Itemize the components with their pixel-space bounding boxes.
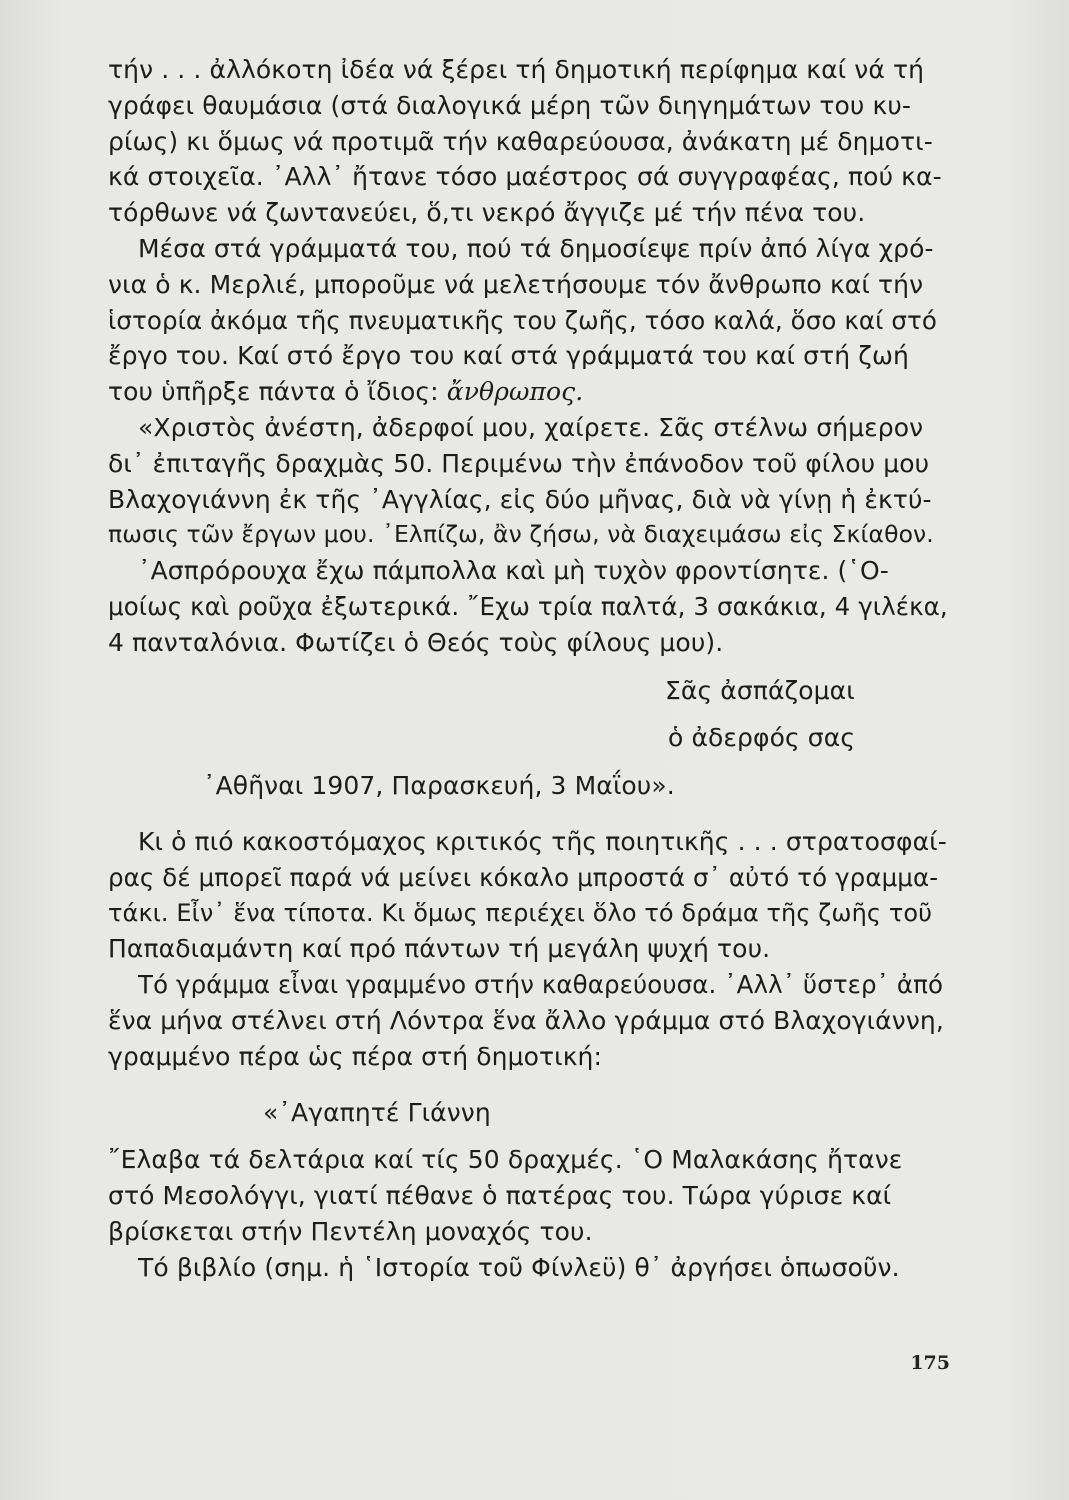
text-line: βρίσκεται στήν Πεντέλη μοναχός του.	[108, 1216, 593, 1246]
text-line: ρας δέ μπορεῖ παρά νά μείνει κόκαλο μπροστά σ᾿ αὐτό τό γραμμα-	[108, 862, 939, 892]
text-line: τόρθωνε νά ζωντανεύει, ὅ,τι νεκρό ἄγγιζε μέ τήν πένα του.	[108, 198, 866, 228]
text-line: ἔργο του. Καί στό ἔργο του καί στά γράμματά του καί στή ζωή	[108, 341, 909, 371]
text-span: του ὑπῆρξε πάντα ὁ ἴδιος:	[108, 377, 447, 407]
text-line: πωσις τῶν ἔργων μου. ᾿Ελπίζω, ἂν ζήσω, νὰ διαχειμάσω εἰς Σκίαθον.	[108, 520, 934, 549]
paragraph-letters	[108, 231, 948, 410]
text-line: ἱστορία ἀκόμα τῆς πνευματικῆς του ζωῆς, τόσο καλά, ὅσο καί στό	[108, 305, 937, 335]
text-line: ῎Ελαβα τά δελτάρια καί τίς 50 δραχμές. ῾Ο Μαλακάσης ἤτανε	[108, 1145, 903, 1175]
text-line: Κι ὁ πιό κακοστόμαχος κριτικός τῆς ποιητικῆς . . . στρατοσφαί-	[138, 826, 947, 856]
text-line: κά στοιχεῖα. ᾿Αλλ᾿ ἤτανε τόσο μαέστρος σά συγγραφέας, πού κα-	[108, 162, 942, 192]
page-body	[108, 52, 948, 1286]
letter-signoff: Σᾶς ἀσπάζομαι	[665, 675, 855, 705]
text-line: Παπαδιαμάντη καί πρό πάντων τή μεγάλη ψυχή του.	[108, 934, 771, 964]
text-line: στό Μεσολόγγι, γιατί πέθανε ὁ πατέρας του. Τώρα γύρισε καί	[108, 1181, 892, 1211]
text-line: γραμμένο πέρα ὡς πέρα στή δημοτική:	[108, 1041, 602, 1071]
text-line: τήν . . . ἀλλόκοτη ἰδέα νά ξέρει τή δημοτική περίφημα καί νά τή	[108, 55, 925, 84]
quoted-letter-2	[108, 1095, 948, 1286]
quoted-letter-1	[108, 410, 948, 804]
text-line: τάκι. Εἶν᾿ ἕνα τίποτα. Κι ὅμως περιέχει ὅλο τό δράμα τῆς ζωῆς τοῦ	[108, 898, 933, 927]
text-line: Μέσα στά γράμματά του, πού τά δημοσίεψε πρίν ἀπό λίγα χρό-	[138, 233, 934, 263]
text-line: Τό γράμμα εἶναι γραμμένο στήν καθαρεύουσα. ᾿Αλλ᾿ ὕστερ᾿ ἀπό	[138, 970, 944, 1000]
text-line: Τό βιβλίο (σημ. ἡ ῾Ιστορία τοῦ Φίνλεϋ) θ᾿ ἀργήσει ὁπωσοῦν.	[138, 1252, 900, 1282]
letter-salutation: «᾿Αγαπητέ Γιάννη	[263, 1097, 491, 1127]
text-line: «Χριστὸς ἀνέστη, ἀδερφοί μου, χαίρετε. Σᾶς στέλνω σήμερον	[138, 412, 924, 442]
paragraph-continuation	[108, 52, 948, 231]
text-line: δι᾿ ἐπιταγῆς δραχμὰς 50. Περιμένω τὴν ἐπάνοδον τοῦ φίλου μου	[108, 448, 930, 478]
text-line: 4 πανταλόνια. Φωτίζει ὁ Θεός τοὺς φίλους μου).	[108, 627, 724, 657]
page-number: 175	[910, 1352, 950, 1374]
letter-place-date: ᾿Αθῆναι 1907, Παρασκευή, 3 Μαΐου».	[203, 771, 675, 801]
text-line: ἕνα μήνα στέλνει στή Λόντρα ἕνα ἄλλο γράμμα στό Βλαχογιάννη,	[108, 1005, 944, 1035]
text-line: γράφει θαυμάσια (στά διαλογικά μέρη τῶν διηγημάτων του κυ-	[108, 90, 912, 120]
text-line	[108, 374, 948, 410]
text-line: ᾿Ασπρόρουχα ἔχω πάμπολλα καὶ μὴ τυχὸν φροντίσητε. (῾Ο-	[138, 556, 889, 586]
text-line: νια ὁ κ. Μερλιέ, μποροῦμε νά μελετήσουμε τόν ἄνθρωπο καί τήν	[108, 269, 924, 299]
paragraph-commentary	[108, 824, 948, 967]
paragraph-second-letter-intro	[108, 967, 948, 1074]
text-line: μοίως καὶ ροῦχα ἐξωτερικά. ῎Εχω τρία παλτά, 3 σακάκια, 4 γιλέκα,	[108, 591, 948, 621]
italic-word: ἄνθρωπος.	[446, 377, 584, 407]
text-line: Βλαχογιάννη ἐκ τῆς ᾿Αγγλίας, εἰς δύο μῆνας, διὰ νὰ γίνῃ ἡ ἐκτύ-	[108, 484, 932, 514]
text-line: ρίως) κι ὅμως νά προτιμᾶ τήν καθαρεύουσα, ἀνάκατη μέ δημοτι-	[108, 126, 933, 156]
letter-signature: ὁ ἀδερφός σας	[668, 723, 856, 753]
